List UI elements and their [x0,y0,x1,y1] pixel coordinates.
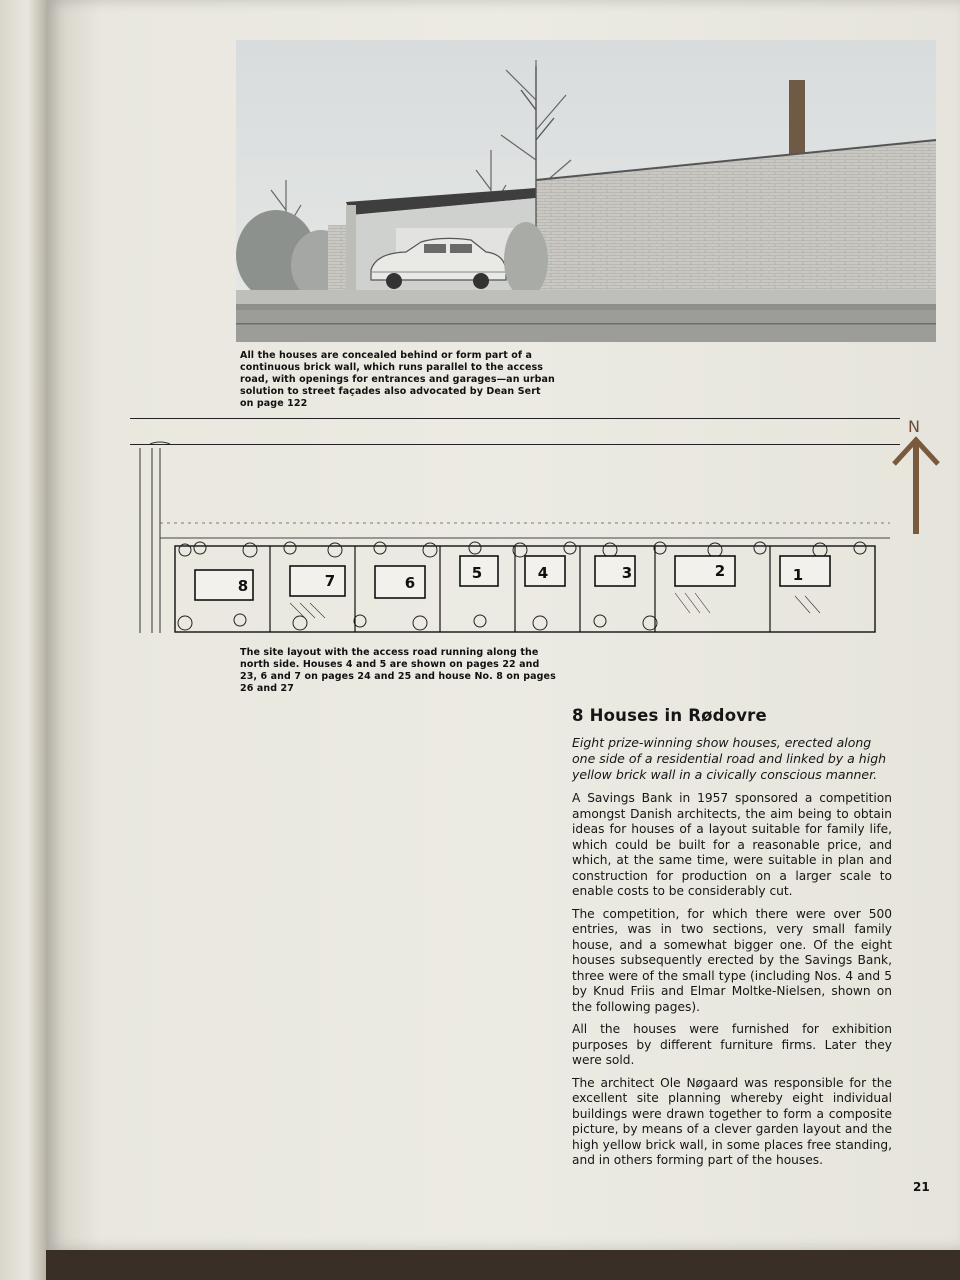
article-intro: Eight prize-winning show houses, erected along one side of a residential road and linked by a high yellow brick wall in a civically conscious manner. [572,735,887,782]
article-paragraph-2: The competition, for which there were over 500 entries, was in two sections, very small family house, and a somewhat bigger one. Of the eight houses subsequently erected by the Savings Bank, three were of the small type (including Nos. 4 and 5 by Knud Friis and Elmar Moltke-Nielsen, shown on the following pages). [572,906,892,1014]
north-label: N [908,417,920,436]
photo-caption: All the houses are concealed behind or form part of a continuous brick wall, which runs parallel to the access road, with openings for entrances and garages—an urban solution to street façades also advocated by Dean Sert on page 122 [240,350,555,409]
article-paragraph-3: All the houses were furnished for exhibition purposes by different furniture firms. Later they were sold. [572,1022,892,1067]
house-number-3: 3 [621,564,633,582]
article-paragraph-4: The architect Ole Nøgaard was responsible for the excellent site planning whereby eight individual buildings were drawn together to form a composite picture, by means of a clever garden layout and the high yellow brick wall, in some places free standing, and in others forming part of the houses. [572,1075,892,1167]
house-number-6: 6 [404,574,416,592]
house-number-8: 8 [237,577,249,595]
site-plan-drawing [130,438,900,638]
article-paragraph-1: A Savings Bank in 1957 sponsored a competition amongst Danish architects, the aim being to obtain ideas for houses of a layout suitable for family life, which could be built for a reasonable price, and which, at the same time, were suitable in plan and construction for production on a larger scale to enable costs to be considerably cut. [572,791,892,898]
north-arrow [888,416,944,540]
article [572,706,892,1176]
page-number: 21 [913,1180,930,1194]
house-number-2: 2 [714,562,726,580]
left-page-edge [0,0,46,1280]
article-title: 8 Houses in Rødovre [572,706,767,725]
house-number-7: 7 [324,572,336,590]
street-wall-photo [236,40,936,342]
house-number-5: 5 [471,564,483,582]
site-plan-caption: The site layout with the access road running along the north side. Houses 4 and 5 are shown on pages 22 and 23, 6 and 7 on pages 24 and 25 and house No. 8 on pages 26 and 27 [240,647,556,694]
house-number-4: 4 [537,564,549,582]
road-line-top [130,418,900,419]
house-number-1: 1 [792,566,804,584]
